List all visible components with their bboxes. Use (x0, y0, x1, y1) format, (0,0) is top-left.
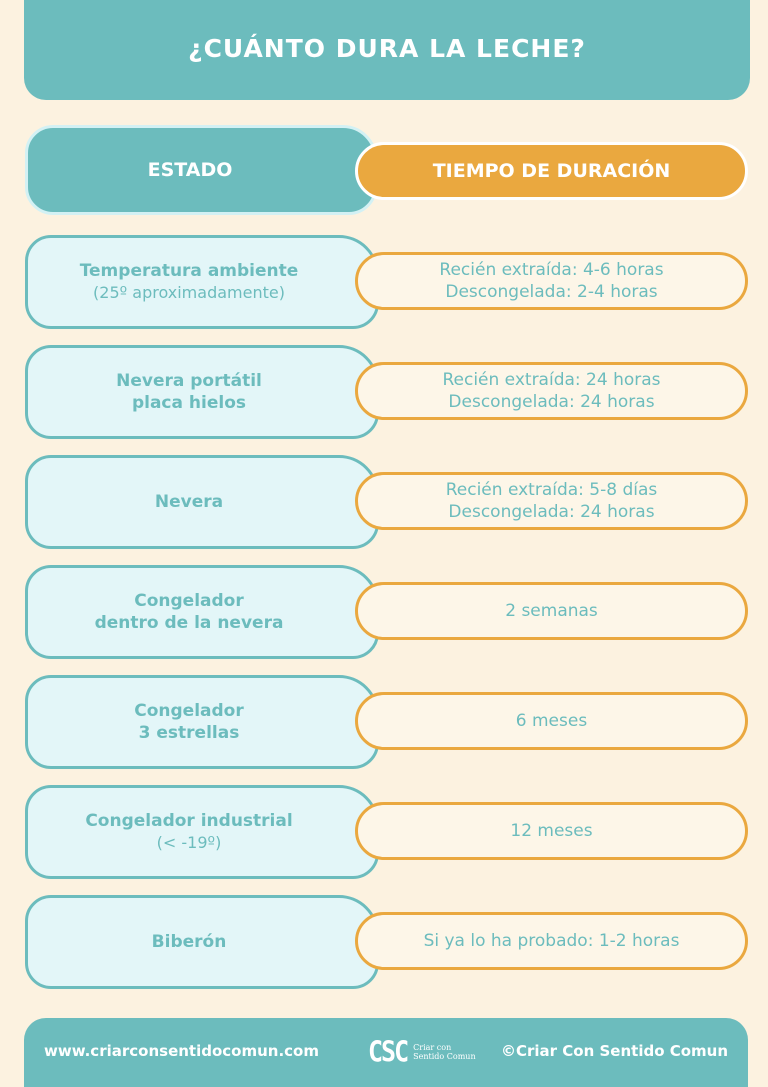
duration-line: 2 semanas (505, 601, 598, 621)
header-banner (24, 0, 750, 100)
duration-line: Si ya lo ha probado: 1-2 horas (423, 931, 680, 951)
duration-cell (355, 252, 748, 310)
duration-cell (355, 912, 748, 970)
duration-line: Descongelada: 24 horas (448, 502, 655, 522)
logo-line-1: Criar con (413, 1042, 452, 1052)
duration-line: Recién extraída: 24 horas (442, 370, 661, 390)
duration-line: Descongelada: 2-4 horas (445, 282, 658, 302)
state-cell (25, 455, 379, 549)
footer-bar (24, 1018, 748, 1087)
logo-wordmark (413, 1043, 475, 1061)
table-row (0, 455, 768, 549)
state-name: Congelador industrial (85, 811, 293, 831)
state-cell (25, 895, 379, 989)
state-note: (< -19º) (156, 833, 222, 852)
duration-cell (355, 802, 748, 860)
state-cell (25, 345, 379, 439)
duration-cell (355, 472, 748, 530)
state-cell (25, 235, 379, 329)
footer-copyright: ©Criar Con Sentido Comun (501, 1042, 729, 1060)
state-name: Biberón (151, 932, 227, 952)
duration-cell (355, 692, 748, 750)
table-row (0, 345, 768, 439)
duration-line: Recién extraída: 4-6 horas (439, 260, 664, 280)
state-name: Temperatura ambiente (79, 261, 299, 281)
state-name: Nevera portátil placa hielos (116, 371, 262, 413)
state-note: (25º aproximadamente) (93, 283, 285, 302)
table-row (0, 235, 768, 329)
state-cell (25, 565, 379, 659)
state-name: Congelador 3 estrellas (134, 701, 244, 743)
state-name: Congelador dentro de la nevera (94, 591, 284, 633)
duration-cell (355, 582, 748, 640)
brand-logo (368, 1034, 476, 1069)
table-row (0, 785, 768, 879)
duration-cell (355, 362, 748, 420)
column-header-state (25, 125, 377, 215)
logo-mark: CSC (368, 1034, 408, 1069)
footer-url-link[interactable]: www.criarconsentidocomun.com (44, 1042, 319, 1060)
duration-line: 6 meses (515, 711, 588, 731)
duration-line: Recién extraída: 5-8 días (445, 480, 658, 500)
logo-line-2: Sentido Comun (413, 1051, 476, 1061)
table-row (0, 675, 768, 769)
table-row (0, 565, 768, 659)
duration-line: 12 meses (510, 821, 593, 841)
state-name: Nevera (154, 492, 224, 512)
table-row (0, 895, 768, 989)
column-header-state-label: ESTADO (147, 159, 233, 181)
state-cell (25, 675, 379, 769)
column-header-duration (355, 142, 748, 200)
duration-line: Descongelada: 24 horas (448, 392, 655, 412)
column-header-duration-label: TIEMPO DE DURACIÓN (432, 160, 671, 182)
page-title: ¿CUÁNTO DURA LA LECHE? (188, 33, 586, 63)
state-cell (25, 785, 379, 879)
